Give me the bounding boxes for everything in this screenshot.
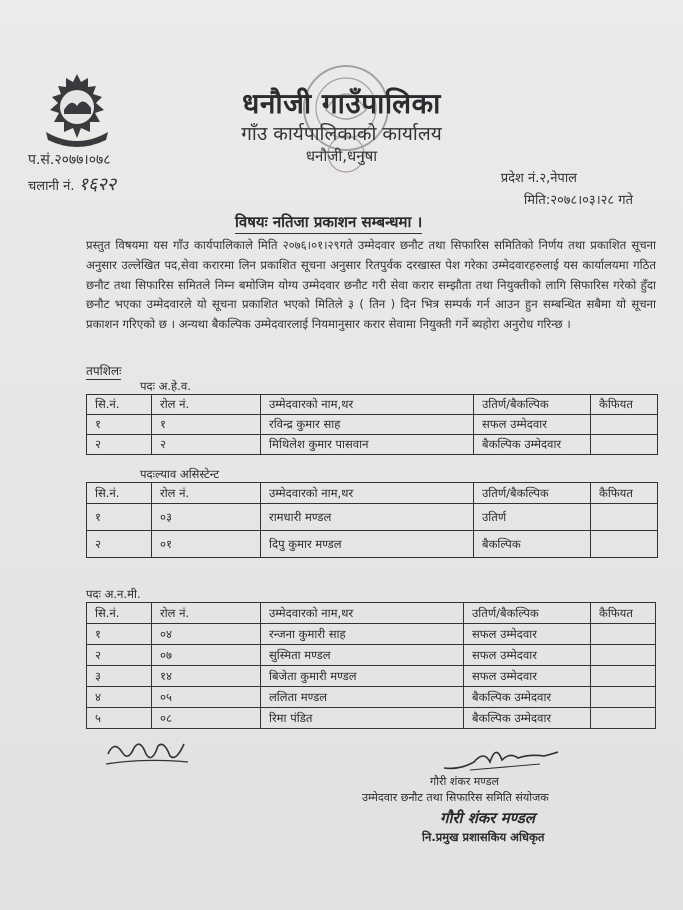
post-heading-lab-assistant: पदःल्याव असिस्टेन्ट — [140, 467, 220, 481]
signature-scribble — [440, 740, 560, 774]
table-row — [87, 624, 656, 645]
cell-status: उतिर्ण — [474, 504, 591, 531]
cell-remarks — [591, 666, 656, 687]
col-sn: सि.नं. — [87, 395, 152, 415]
cell-sn: १ — [87, 624, 152, 645]
cell-name: ललिता मण्डल — [261, 687, 464, 708]
chalani-label: चलानी नं. — [28, 179, 75, 194]
table-header-row — [87, 483, 658, 504]
cell-roll: ०४ — [152, 624, 261, 645]
letter-date: मिति:२०७८।०३।२८ गते — [523, 193, 633, 208]
cell-status: सफल उम्मेदवार — [464, 624, 591, 645]
post-heading-anm: पदः अ.न.मी. — [86, 587, 141, 601]
cell-name: रामधारी मण्डल — [261, 504, 474, 531]
table-row — [87, 687, 656, 708]
cell-sn: ४ — [87, 687, 152, 708]
table-row — [87, 666, 656, 687]
chalani-number: १६२२ — [78, 174, 117, 195]
cell-name: रविन्द्र कुमार साह — [261, 415, 474, 435]
table-row — [87, 708, 656, 729]
table-header-row — [87, 603, 656, 624]
cell-name: बिजेता कुमारी मण्डल — [261, 666, 464, 687]
col-roll: रोल नं. — [152, 483, 261, 504]
cell-sn: ५ — [87, 708, 152, 729]
table-row — [87, 415, 658, 435]
cell-remarks — [591, 645, 656, 666]
col-roll: रोल नं. — [152, 395, 261, 415]
col-name: उम्मेदवारको नाम,थर — [261, 395, 474, 415]
results-table-lab-assistant — [86, 482, 658, 558]
results-table-ahew — [86, 394, 658, 455]
cell-name: रन्जना कुमारी साह — [261, 624, 464, 645]
province-line: प्रदेश नं.२,नेपाल — [500, 171, 577, 186]
cell-sn: ३ — [87, 666, 152, 687]
office-address: धनौजी,धनुषा — [305, 147, 378, 165]
cell-sn: २ — [87, 435, 152, 455]
cell-roll: १४ — [152, 666, 261, 687]
cell-roll: ०१ — [152, 531, 261, 558]
cell-status: बैकल्पिक उम्मेदवार — [474, 435, 591, 455]
col-sn: सि.नं. — [87, 603, 152, 624]
cell-remarks — [591, 687, 656, 708]
table-row — [87, 435, 658, 455]
table-row — [87, 645, 656, 666]
cell-remarks — [591, 435, 658, 455]
cell-sn: २ — [87, 531, 152, 558]
cell-status: सफल उम्मेदवार — [464, 666, 591, 687]
col-remarks: कैफियत — [591, 483, 658, 504]
office-name: गाँउ कार्यपालिकाको कार्यालय — [241, 123, 442, 145]
cell-sn: १ — [87, 504, 152, 531]
cell-status: बैकल्पिक — [474, 531, 591, 558]
table-header-row — [87, 395, 658, 415]
tapasil-heading: तपशिलः — [86, 364, 122, 378]
cell-status: सफल उम्मेदवार — [474, 415, 591, 435]
cell-sn: २ — [87, 645, 152, 666]
patra-sankhya: प.सं.२०७७।०७८ — [28, 152, 111, 168]
col-roll: रोल नं. — [152, 603, 261, 624]
cell-remarks — [591, 531, 658, 558]
col-remarks: कैफियत — [591, 395, 658, 415]
col-status: उतिर्ण/बैकल्पिक — [474, 395, 591, 415]
table-row — [87, 531, 658, 558]
table-row — [87, 504, 658, 531]
col-sn: सि.नं. — [87, 483, 152, 504]
results-table-anm — [86, 602, 656, 729]
cell-status: बैकल्पिक उम्मेदवार — [464, 708, 591, 729]
col-status: उतिर्ण/बैकल्पिक — [464, 603, 591, 624]
handwritten-note-scribble — [104, 736, 190, 768]
municipality-title: धनौजी गाउँपालिका — [242, 87, 441, 120]
cell-roll: ०७ — [152, 645, 261, 666]
cell-roll: ०३ — [152, 504, 261, 531]
body-paragraph: प्रस्तुत विषयमा यस गाँउ कार्यपालिकाले मिति २०७६।०१।२९गते उम्मेदवार छनौट तथा सिफारिस समितिको निर्णय तथा प्रकाशित सूचना अनुसार उल्लेखित पद,सेवा करारमा लिन प्रकाशित सूचना अनुसार रितपुर्वक दरखास्त पेश गरेका उम्मेदवारहरुलाई यस कार्यालयमा गठित छनौट तथा सिफारिस समितले निम्न बमोजिम योग्य उम्मेदवार छनौट गरी सेवा करार सम्झौता तथा नियुक्तीको लागि सिफारिस गरेको हुँदा छनौट भएका उम्मेदवारले यो सूचना प्रकाशित भएको मितिले ३ ( तिन ) दिन भित्र सम्पर्क गर्न आउन हुन सम्बन्धित सबैमा यो सूचना प्रकाशन गरिएको छ । अन्यथा बैकल्पिक उम्मेदवारलाई नियमानुसार करार सेवामा नियुक्ती गर्ने ब्यहोरा अनुरोध गरिन्छ । — [86, 238, 656, 332]
cell-name: दिपु कुमार मण्डल — [261, 531, 474, 558]
cell-name: मिथिलेश कुमार पासवान — [261, 435, 474, 455]
signatory-name: गौरी शंकर मण्डल — [430, 775, 499, 788]
subject-line: विषयः नतिजा प्रकाशन सम्बन्धमा । — [235, 212, 422, 234]
chalani-number-line — [28, 172, 116, 196]
cell-remarks — [591, 415, 658, 435]
col-status: उतिर्ण/बैकल्पिक — [474, 483, 591, 504]
cell-roll: २ — [152, 435, 261, 455]
cell-name: सुस्मिता मण्डल — [261, 645, 464, 666]
cell-remarks — [591, 624, 656, 645]
cell-remarks — [591, 708, 656, 729]
col-name: उम्मेदवारको नाम,थर — [261, 603, 464, 624]
post-heading-ahew: पदः अ.हे.व. — [140, 379, 191, 393]
cell-roll: ०८ — [152, 708, 261, 729]
signatory-role: उम्मेदवार छनौट तथा सिफारिस समिति संयोजक — [362, 791, 549, 804]
cell-roll: ०५ — [152, 687, 261, 708]
cell-status: बैकल्पिक उम्मेदवार — [464, 687, 591, 708]
col-remarks: कैफियत — [591, 603, 656, 624]
cell-name: रिमा पंडित — [261, 708, 464, 729]
cell-roll: १ — [152, 415, 261, 435]
stamp-officer-name: गौरी शंकर मण्डल — [440, 809, 535, 827]
cell-sn: १ — [87, 415, 152, 435]
col-name: उम्मेदवारको नाम,थर — [261, 483, 474, 504]
cell-status: सफल उम्मेदवार — [464, 645, 591, 666]
stamp-officer-role: नि.प्रमुख प्रशासकिय अधिकृत — [422, 830, 545, 844]
cell-remarks — [591, 504, 658, 531]
